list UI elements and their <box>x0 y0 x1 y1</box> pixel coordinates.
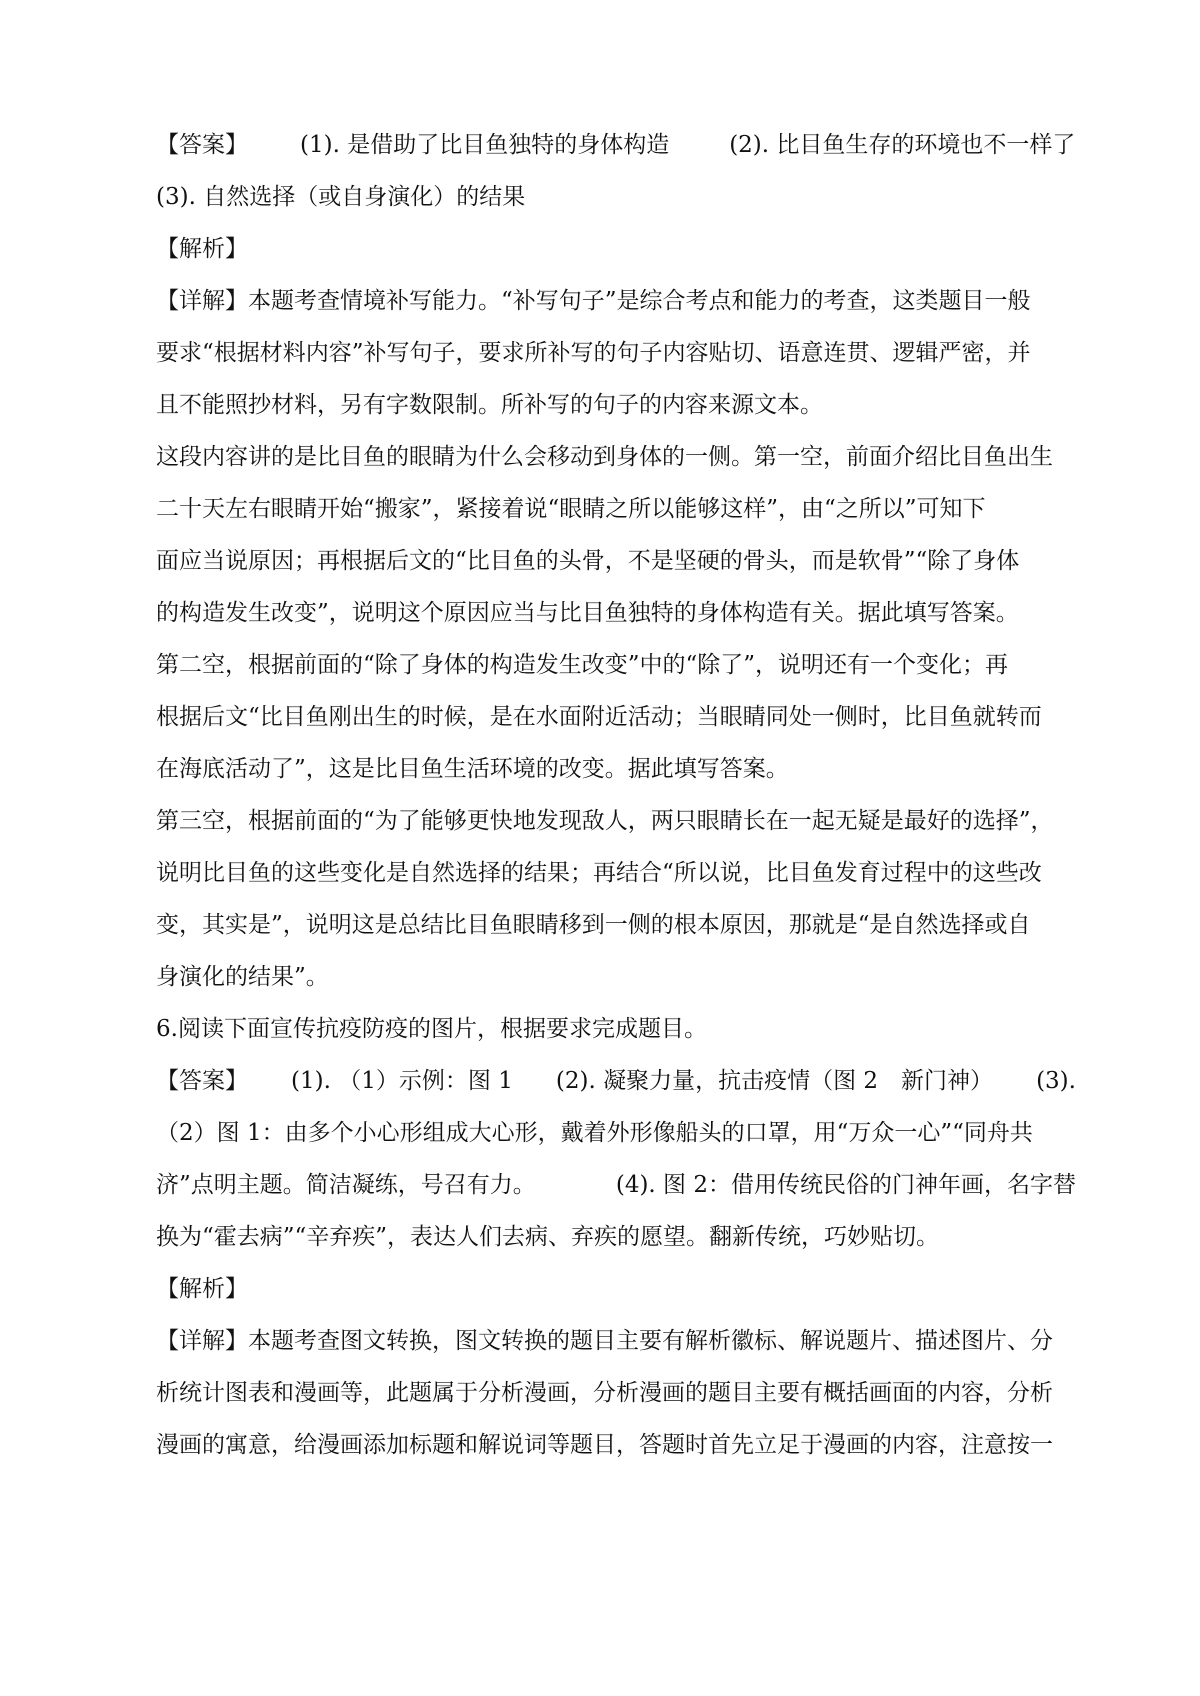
second-line1: 第二空，根据前面的“除了身体的构造发生改变”中的“除了”，说明还有一个变化；再 <box>156 652 1009 678</box>
detail1-line3: 且不能照抄材料，另有字数限制。所补写的句子的内容来源文本。 <box>156 392 823 418</box>
detail1-line2: 要求“根据材料内容”补写句子，要求所补写的句子内容贴切、语意连贯、逻辑严密，并 <box>156 340 1031 366</box>
detail2-line2: 析统计图表和漫画等，此题属于分析漫画，分析漫画的题目主要有概括画面的内容，分析 <box>156 1380 1053 1406</box>
answer2-line3b: (4). 图 2：借用传统民俗的门神年画，名字替 <box>615 1172 1076 1198</box>
question6: 6.阅读下面宣传抗疫防疫的图片，根据要求完成题目。 <box>156 1016 707 1042</box>
third-line4: 身演化的结果”。 <box>156 964 329 990</box>
context-line3: 面应当说原因；再根据后文的“比目鱼的头骨，不是坚硬的骨头，而是软骨”“除了身体 <box>156 548 1020 574</box>
answer2-p1: (1). （1）示例：图 1 <box>291 1068 513 1094</box>
answer2-p3: (3). <box>1036 1068 1076 1094</box>
second-line2: 根据后文“比目鱼刚出生的时候，是在水面附近活动；当眼睛同处一侧时，比目鱼就转而 <box>156 704 1042 730</box>
second-line3: 在海底活动了”，这是比目鱼生活环境的改变。据此填写答案。 <box>156 756 789 782</box>
answer1-part1: (1). 是借助了比目鱼独特的身体构造 <box>300 132 670 158</box>
answer2-line3a: 济”点明主题。简洁凝练，号召有力。 <box>156 1172 536 1198</box>
third-line1: 第三空，根据前面的“为了能够更快地发现敌人，两只眼睛长在一起无疑是最好的选择”， <box>156 808 1054 834</box>
context-line4: 的构造发生改变”，说明这个原因应当与比目鱼独特的身体构造有关。据此填写答案。 <box>156 600 1019 626</box>
analysis1-heading: 【解析】 <box>156 236 248 262</box>
answer1-line1 <box>156 125 1076 165</box>
answer2-p2: (2). 凝聚力量，抗击疫情（图 2 新门神） <box>555 1068 994 1094</box>
context-line2: 二十天左右眼睛开始“搬家”，紧接着说“眼睛之所以能够这样”，由“之所以”可知下 <box>156 496 986 522</box>
answer2-line3 <box>156 1165 1076 1205</box>
answer2-label: 【答案】 <box>156 1068 248 1094</box>
answer1-part2: (2). 比目鱼生存的环境也不一样了 <box>729 132 1076 158</box>
third-line3: 变，其实是”，说明这是总结比目鱼眼睛移到一侧的根本原因，那就是“是自然选择或自 <box>156 912 1031 938</box>
context-line1: 这段内容讲的是比目鱼的眼睛为什么会移动到身体的一侧。第一空，前面介绍比目鱼出生 <box>156 444 1053 470</box>
answer1-line2: (3). 自然选择（或自身演化）的结果 <box>156 184 526 210</box>
third-line2: 说明比目鱼的这些变化是自然选择的结果；再结合“所以说，比目鱼发育过程中的这些改 <box>156 860 1042 886</box>
answer2-line1 <box>156 1061 1076 1101</box>
analysis2-heading: 【解析】 <box>156 1276 248 1302</box>
detail2-line3: 漫画的寓意，给漫画添加标题和解说词等题目，答题时首先立足于漫画的内容，注意按一 <box>156 1432 1053 1458</box>
detail2-line1: 【详解】本题考查图文转换，图文转换的题目主要有解析徽标、解说题片、描述图片、分 <box>156 1328 1053 1354</box>
answer1-label: 【答案】 <box>156 132 248 158</box>
answer2-line4: 换为“霍去病”“辛弃疾”，表达人们去病、弃疾的愿望。翻新传统，巧妙贴切。 <box>156 1224 940 1250</box>
detail1-line1: 【详解】本题考查情境补写能力。“补写句子”是综合考点和能力的考查，这类题目一般 <box>156 288 1031 314</box>
answer2-line2: （2）图 1：由多个小心形组成大心形，戴着外形像船头的口罩，用“万众一心”“同舟共 <box>156 1120 1033 1146</box>
